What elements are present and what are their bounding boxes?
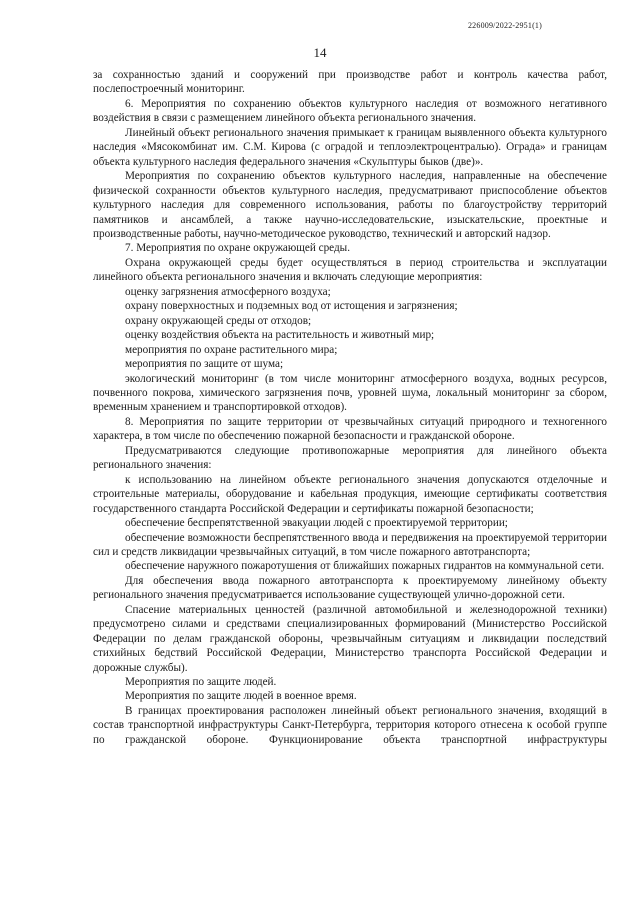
paragraph: мероприятия по защите от шума; <box>125 358 284 371</box>
page-number: 14 <box>313 45 327 60</box>
paragraph: мероприятия по охране растительного мира; <box>125 343 338 356</box>
paragraph: Предусматриваются следующие противопожарные мероприятия для линейного объекта регионального значения: <box>93 444 607 472</box>
paragraph: В границах проектирования расположен линейный объект регионального значения, входящий в состав транспортной инфраструктуры Санкт-Петербурга, территория которого отнесена к особой группе по гражданской обороне. Функционирование объекта транспортной инфраструктуры <box>93 704 607 746</box>
body-text <box>93 68 607 747</box>
paragraph: 7. Мероприятия по охране окружающей среды. <box>125 242 350 255</box>
paragraph: 6. Мероприятия по сохранению объектов культурного наследия от возможного негативного воздействия в связи с размещением линейного объекта регионального значения. <box>93 97 607 125</box>
paragraph: Охрана окружающей среды будет осуществляться в период строительства и эксплуатации линейного объекта регионального значения и включать следующие мероприятия: <box>93 256 607 284</box>
paragraph: экологический мониторинг (в том числе мониторинг атмосферного воздуха, водных ресурсов, почвенного покрова, химического загрязнения почв, уровней шума, локальный мониторинг за сбором, временным хранением и транспортировкой отходов). <box>93 372 607 414</box>
paragraph: Мероприятия по сохранению объектов культурного наследия, направленные на обеспечение физической сохранности объектов культурного наследия, предусматривают приспособление объектов культурного наследия для современного использования, работы по благоустройству территорий памятников и ансамблей, а также научно-исследовательские, изыскательские, проектные и производственные работы, научно-методическое руководство, технический и авторский надзор. <box>93 170 607 240</box>
paragraph: Линейный объект регионального значения примыкает к границам выявленного объекта культурного наследия «Мясокомбинат им. С.М. Кирова (с оградой и теплоэлектроцентралью). Ограда» и границам объекта культурного наследия федерального значения «Скульптуры быков (две)». <box>93 126 607 168</box>
paragraph: оценку воздействия объекта на растительность и животный мир; <box>125 329 435 342</box>
paragraph: оценку загрязнения атмосферного воздуха; <box>125 285 331 298</box>
document-id: 226009/2022-2951(1) <box>467 21 542 30</box>
paragraph: Для обеспечения ввода пожарного автотранспорта к проектируемому линейному объекту регионального значения предусматривается использование существующей улично-дорожной сети. <box>93 574 607 602</box>
paragraph: обеспечение возможности беспрепятственного ввода и передвижения на проектируемой территории сил и средств ликвидации чрезвычайных ситуаций, в том числе пожарного автотранспорта; <box>93 531 607 558</box>
paragraph: охрану окружающей среды от отходов; <box>125 314 312 327</box>
paragraph: обеспечение беспрепятственной эвакуации людей с проектируемой территории; <box>125 517 508 530</box>
paragraph: Мероприятия по защите людей в военное время. <box>125 690 357 703</box>
paragraph: обеспечение наружного пожаротушения от ближайших пожарных гидрантов на коммунальной сети. <box>125 560 605 573</box>
paragraph: к использованию на линейном объекте регионального значения допускаются отделочные и строительные материалы, оборудование и кабельная продукция, имеющие сертификаты соответствия государственного стандарта Российской Федерации и сертификаты пожарной безопасности; <box>93 473 607 515</box>
paragraph: за сохранностью зданий и сооружений при производстве работ и контроль качества работ, послепостроечный мониторинг. <box>93 69 607 96</box>
paragraph: Спасение материальных ценностей (различной автомобильной и железнодорожной техники) предусмотрено силами и средствами специализированных формирований (Министерство Российской Федерации по делам гражданской обороны, чрезвычайным ситуациям и ликвидации последствий стихийных бедствий Российской Федерации, Министерство транспорта Российской Федерации и дорожные службы). <box>93 603 607 674</box>
paragraph: охрану поверхностных и подземных вод от истощения и загрязнения; <box>125 300 458 313</box>
paragraph: Мероприятия по защите людей. <box>125 676 277 689</box>
paragraph: 8. Мероприятия по защите территории от чрезвычайных ситуаций природного и техногенного характера, в том числе по обеспечению пожарной безопасности и гражданской обороне. <box>93 415 607 443</box>
